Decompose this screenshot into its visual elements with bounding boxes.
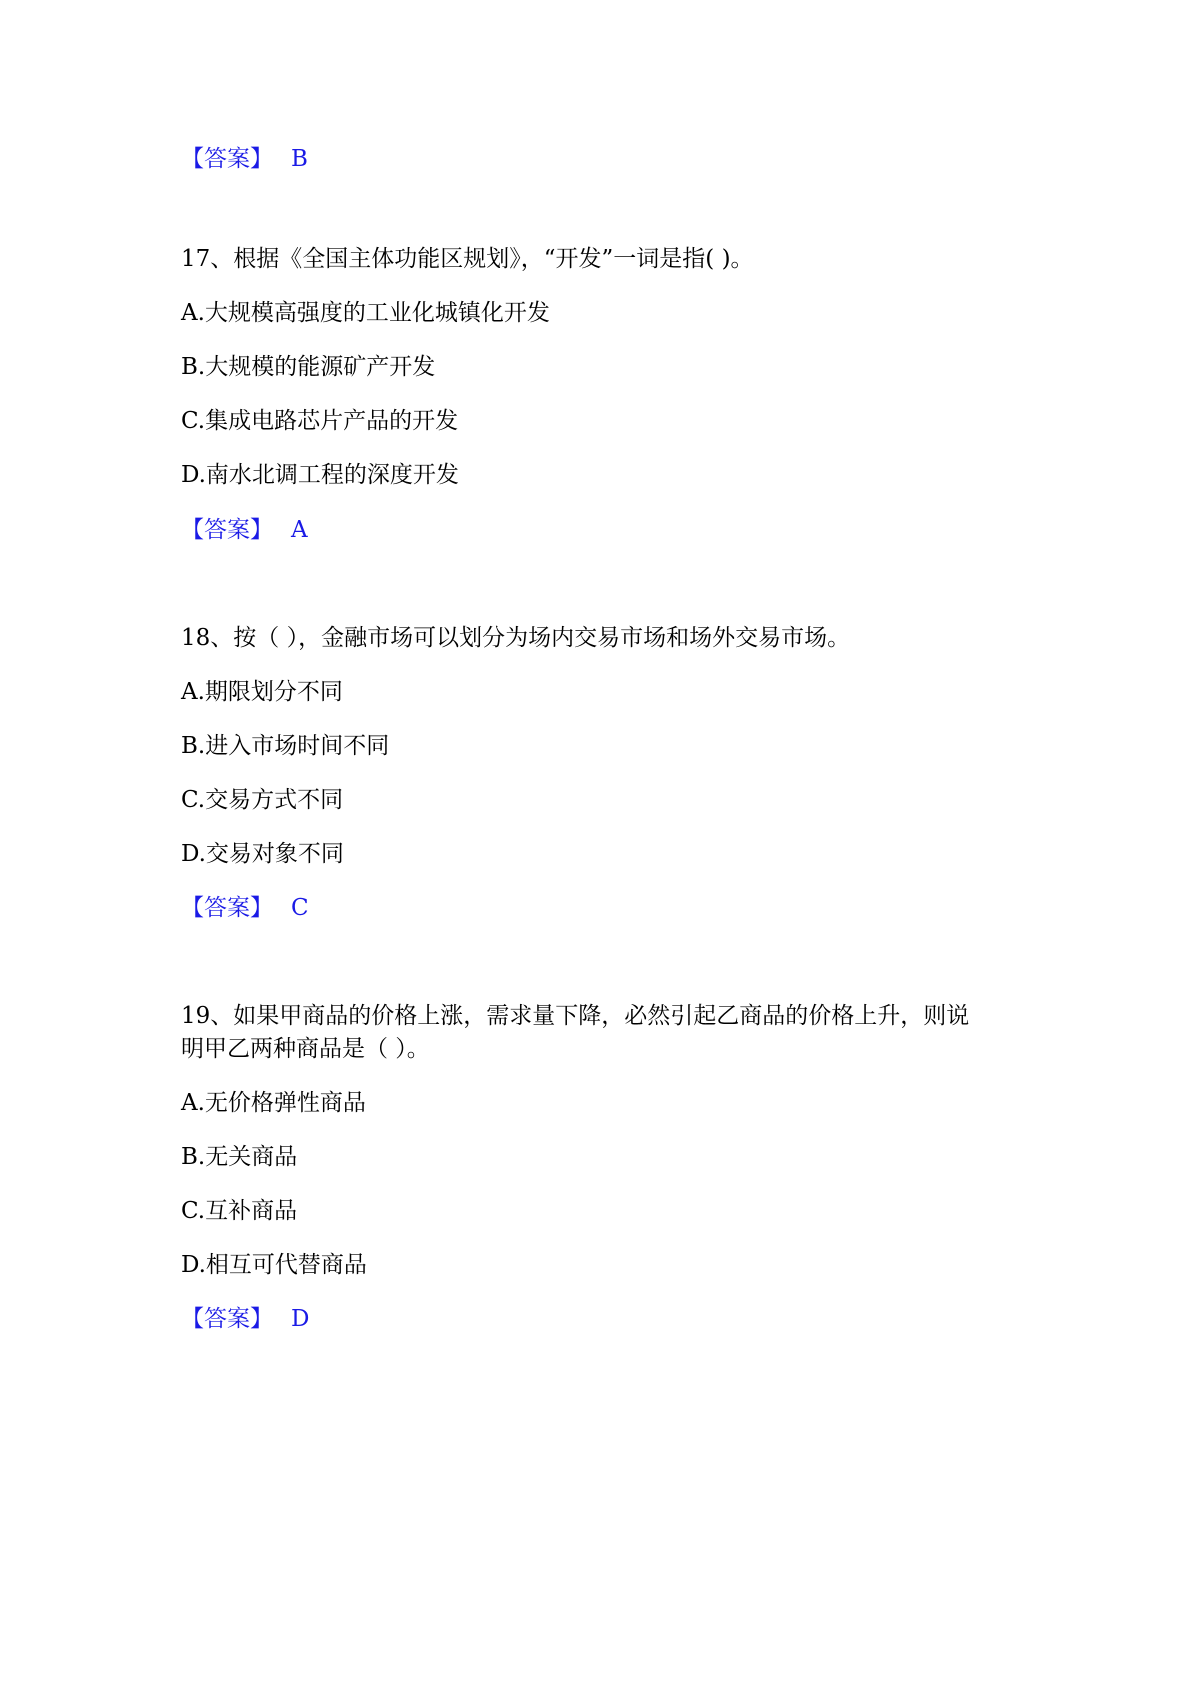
answer-value: D — [291, 1306, 310, 1332]
question-18-option-d: D.交易对象不同 — [181, 841, 344, 867]
question-18-option-b: B.进入市场时间不同 — [181, 733, 390, 759]
question-19-stem-line-2: 明甲乙两种商品是（ ）。 — [181, 1036, 430, 1062]
question-17-option-c: C.集成电路芯片产品的开发 — [181, 408, 459, 434]
question-19-option-a: A.无价格弹性商品 — [181, 1090, 366, 1116]
question-17-option-a: A.大规模高强度的工业化城镇化开发 — [181, 300, 550, 326]
answer-label: 【答案】 — [181, 895, 273, 921]
question-18-option-a: A.期限划分不同 — [181, 679, 343, 705]
question-19-option-d: D.相互可代替商品 — [181, 1252, 367, 1278]
answer-label: 【答案】 — [181, 1306, 273, 1332]
question-17-option-d: D.南水北调工程的深度开发 — [181, 462, 459, 488]
answer-value: B — [291, 146, 308, 172]
answer-line-q17 — [181, 515, 308, 545]
answer-label: 【答案】 — [181, 517, 273, 543]
answer-value: A — [291, 517, 308, 543]
answer-value: C — [291, 895, 309, 921]
question-18-stem: 18、按（ ），金融市场可以划分为场内交易市场和场外交易市场。 — [181, 625, 851, 651]
answer-label: 【答案】 — [181, 146, 273, 172]
question-19-option-b: B.无关商品 — [181, 1144, 298, 1170]
question-17-stem: 17、根据《全国主体功能区规划》，“开发”一词是指( )。 — [181, 246, 754, 272]
answer-line-q19 — [181, 1304, 309, 1334]
question-18-option-c: C.交易方式不同 — [181, 787, 344, 813]
answer-line-q16 — [181, 144, 308, 174]
answer-line-q18 — [181, 893, 309, 923]
question-17-option-b: B.大规模的能源矿产开发 — [181, 354, 436, 380]
question-19-option-c: C.互补商品 — [181, 1198, 298, 1224]
question-19-stem-line-1: 19、如果甲商品的价格上涨，需求量下降，必然引起乙商品的价格上升，则说 — [181, 1003, 970, 1029]
